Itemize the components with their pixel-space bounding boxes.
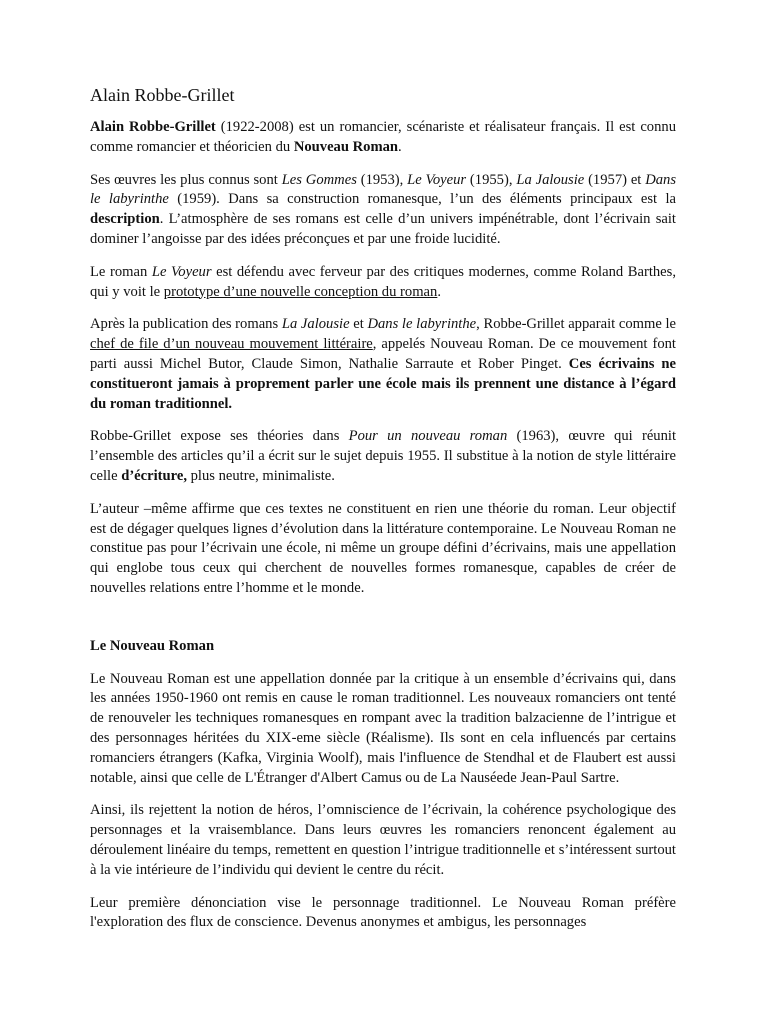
- text-span: Robbe-Grillet expose ses théories dans: [90, 428, 349, 445]
- book-title: Le Voyeur: [407, 171, 467, 188]
- description-bold: description: [90, 211, 160, 228]
- paragraph-author-view: L’auteur –même affirme que ces textes ne constituent en rien une théorie du roman. Leur objectif est de dégager quelques lignes d’évolution dans la littérature contemporaine. Le Nouveau Roman ne constitue pas pour l’écrivain une école, ni même un groupe défini d’écrivains, mais une appellation qui englobe tous ceux qui cherchent de nouvelles formes romanesque, capables de créer de nouvelles relations entre l’homme et le monde.: [90, 500, 676, 596]
- text-span: (1957) et: [584, 171, 646, 188]
- text-span: (1963), œuvre qui réunit l’ensemble des articles qu’il a écrit sur le sujet depuis 1955. Il substitue à la notion de style littéraire celle: [90, 428, 677, 484]
- text-span: .: [437, 283, 441, 300]
- bold-statement: Ces écrivains ne constitueront jamais à proprement parler une école mais ils prennent une distance à l’égard du roman traditionnel.: [90, 355, 676, 412]
- book-title: La Jalousie: [516, 171, 585, 188]
- book-title: Pour un nouveau roman: [348, 428, 508, 445]
- author-name: Alain Robbe-Grillet: [90, 119, 216, 135]
- paragraph-voyeur: [90, 263, 676, 303]
- text-span: , Robbe-Grillet apparait comme le: [476, 316, 677, 333]
- text-span: (1959). Dans sa construction romanesque, l’un des éléments principaux est la: [168, 191, 677, 208]
- text-span: Après la publication des romans: [90, 316, 282, 333]
- book-title: Les Gommes: [281, 171, 357, 188]
- text-span: (1953),: [356, 171, 408, 188]
- paragraph-rejections: Ainsi, ils rejettent la notion de héros, l’omniscience de l’écrivain, la cohérence psychologique des personnages et la vraisemblance. Dans leurs œuvres les romanciers renoncent également au déroulement linéaire du temps, remettent en question l’intrigue traditionnelle et s’intéressent surtout à la vie intérieure de l’individu qui devient le centre du récit.: [90, 802, 676, 878]
- book-title: Le Voyeur: [151, 263, 212, 280]
- book-title: Dans le labyrinthe: [90, 171, 677, 208]
- book-title: La Jalousie: [281, 316, 350, 333]
- text-span: Le roman: [90, 263, 152, 280]
- paragraph-definition: Le Nouveau Roman est une appellation donnée par la critique à un ensemble d’écrivains qui, dans les années 1950-1960 ont remis en cause le roman traditionnel. Les nouveaux romanciers ont tenté de renouveler les techniques romanesques en rompant avec la tradition balzacienne de l’intrigue et des personnages héritées du XIX-eme siècle (Réalisme). Ils sont en cela influencés par certains romanciers étrangers (Kafka, Virginia Woolf), mais l'influence de Stendhal et de Flaubert est aussi notable, ainsi que celle de L'Étranger d'Albert Camus ou de La Nauséede Jean-Paul Sartre.: [90, 670, 676, 786]
- ecriture-bold: d’écriture,: [121, 467, 187, 484]
- text-span: (1922-2008) est un romancier, scénariste et réalisateur français. Il est connu comme romancier et théoricien du: [90, 119, 676, 155]
- text-span: (1955),: [466, 171, 517, 188]
- section-heading: Le Nouveau Roman: [90, 637, 215, 654]
- paragraph-character: Leur première dénonciation vise le personnage traditionnel. Le Nouveau Roman préfère l'exploration des flux de conscience. Devenus anonymes et ambigus, les personnages: [90, 894, 676, 931]
- paragraph-intro: [90, 118, 676, 158]
- text-span: plus neutre, minimaliste.: [186, 467, 335, 484]
- underlined-phrase: chef de file d’un nouveau mouvement littéraire: [90, 336, 373, 353]
- text-span: Ses œuvres les plus connus sont: [90, 171, 282, 188]
- document-page: [90, 84, 676, 946]
- book-title: Dans le labyrinthe: [367, 316, 477, 333]
- text-span: . L’atmosphère de ses romans est celle d’un univers impénétrable, dont l’écrivain sait dominer l’angoisse par des idées préconçues et par une froide lucidité.: [90, 211, 676, 247]
- document-title: Alain Robbe-Grillet: [90, 85, 235, 105]
- text-span: est défendu avec ferveur par des critiques modernes, comme Roland Barthes, qui y voit le: [90, 263, 676, 300]
- text-span: .: [398, 138, 402, 155]
- text-span: et: [349, 316, 368, 333]
- nouveau-roman-bold: Nouveau Roman: [293, 138, 399, 155]
- paragraph-theories: [90, 427, 676, 486]
- paragraph-works: [90, 171, 676, 250]
- underlined-phrase: prototype d’une nouvelle conception du roman: [163, 283, 438, 300]
- text-span: , appelés Nouveau Roman. De ce mouvement font parti aussi Michel Butor, Claude Simon, Nathalie Sarraute et Rober Pinget.: [90, 336, 676, 372]
- paragraph-movement: [90, 315, 676, 414]
